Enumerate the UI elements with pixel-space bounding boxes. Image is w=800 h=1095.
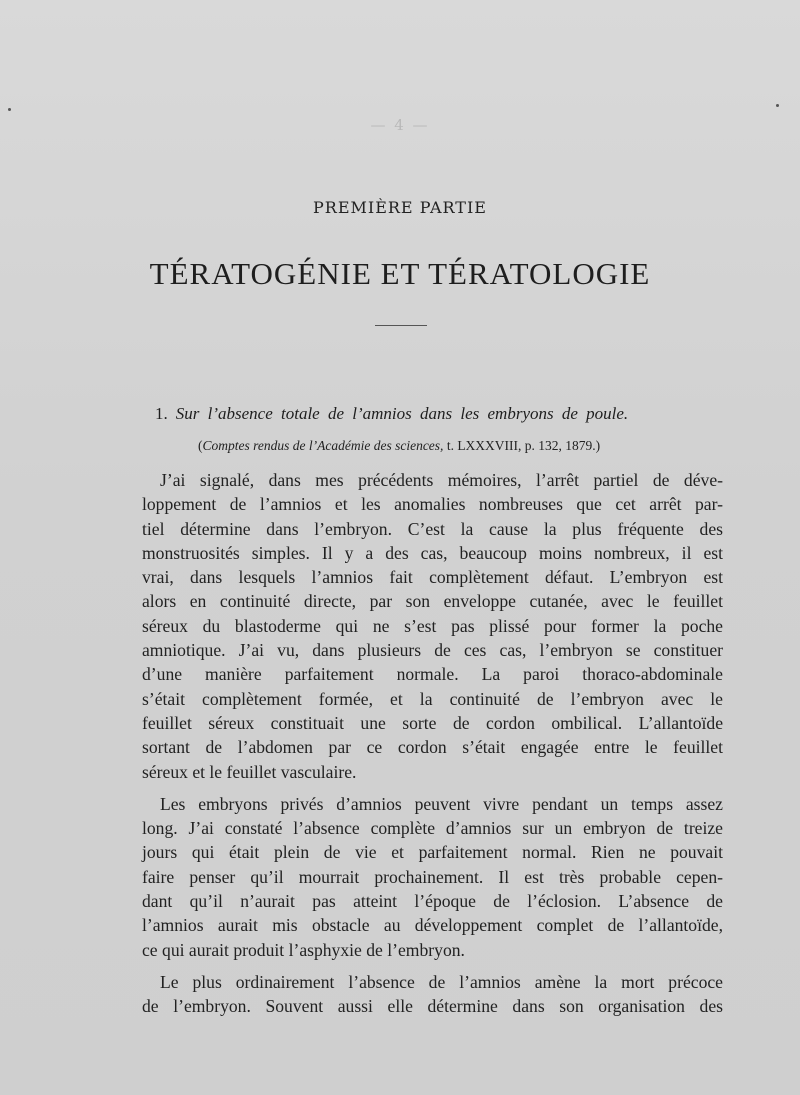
- margin-speck: [8, 108, 11, 111]
- text-line: amniotique. J’ai vu, dans plusieurs de ces cas, l’embryon se constituer: [142, 640, 723, 661]
- text-line: ce qui aurait produit l’asphyxie de l’embryon.: [142, 939, 465, 960]
- text-line: tiel détermine dans l’embryon. C’est la cause la plus fréquente des: [142, 518, 723, 539]
- section-heading: [155, 404, 628, 424]
- text-line: loppement de l’amnios et les anomalies nombreuses que cet arrêt par-: [142, 494, 723, 515]
- paragraph: [142, 468, 723, 784]
- source-journal: Comptes rendus de l’Académie des sciences,: [202, 438, 444, 453]
- text-line: faire penser qu’il mourrait prochainement. Il est très probable cepen-: [142, 866, 723, 887]
- text-line: séreux du blastoderme qui ne s’est pas plissé pour former la poche: [142, 615, 723, 636]
- text-line: sortant de l’abdomen par ce cordon s’était engagée entre le feuillet: [142, 737, 723, 758]
- text-line: feuillet séreux constituait une sorte de cordon ombilical. L’allantoïde: [142, 712, 723, 733]
- text-line: séreux et le feuillet vasculaire.: [142, 761, 357, 782]
- paragraph: [142, 792, 723, 962]
- section-number: 1.: [155, 404, 168, 423]
- text-line: alors en continuité directe, par son enveloppe cutanée, avec le feuillet: [142, 591, 723, 612]
- text-line: d’une manière parfaitement normale. La paroi thoraco-abdominale: [142, 664, 723, 685]
- margin-speck: [776, 104, 779, 107]
- source-open-paren: (: [198, 438, 203, 453]
- text-line: Le plus ordinairement l’absence de l’amnios amène la mort précoce: [160, 971, 723, 992]
- source-reference: t. LXXXVIII, p. 132, 1879.): [443, 438, 601, 453]
- body-text: [142, 468, 723, 1019]
- text-line: monstruosités simples. Il y a des cas, beaucoup moins nombreux, il est: [142, 542, 723, 563]
- title-rule: [375, 325, 427, 326]
- paragraph: [142, 970, 723, 1019]
- text-line: jours qui était plein de vie et parfaitement normal. Rien ne pouvait: [142, 842, 723, 863]
- text-line: Les embryons privés d’amnios peuvent vivre pendant un temps assez: [160, 793, 723, 814]
- text-line: de l’embryon. Souvent aussi elle détermine dans son organisation des: [142, 996, 723, 1017]
- part-title: PREMIÈRE PARTIE: [313, 198, 487, 217]
- section-title: Sur l’absence totale de l’amnios dans les embryons de poule.: [175, 404, 629, 423]
- main-title: TÉRATOGÉNIE ET TÉRATOLOGIE: [149, 256, 651, 291]
- text-line: J’ai signalé, dans mes précédents mémoires, l’arrêt partiel de déve-: [160, 470, 723, 490]
- page-number: — 4 —: [370, 116, 430, 134]
- text-line: long. J’ai constaté l’absence complète d’amnios sur un embryon de treize: [142, 818, 723, 839]
- text-line: l’amnios aurait mis obstacle au développement complet de l’allantoïde,: [142, 915, 723, 936]
- text-line: s’était complètement formée, et la continuité de l’embryon avec le: [142, 688, 723, 709]
- section-source: [198, 438, 600, 454]
- text-line: vrai, dans lesquels l’amnios fait complètement défaut. L’embryon est: [142, 567, 723, 588]
- text-line: dant qu’il n’aurait pas atteint l’époque de l’éclosion. L’absence de: [142, 891, 723, 912]
